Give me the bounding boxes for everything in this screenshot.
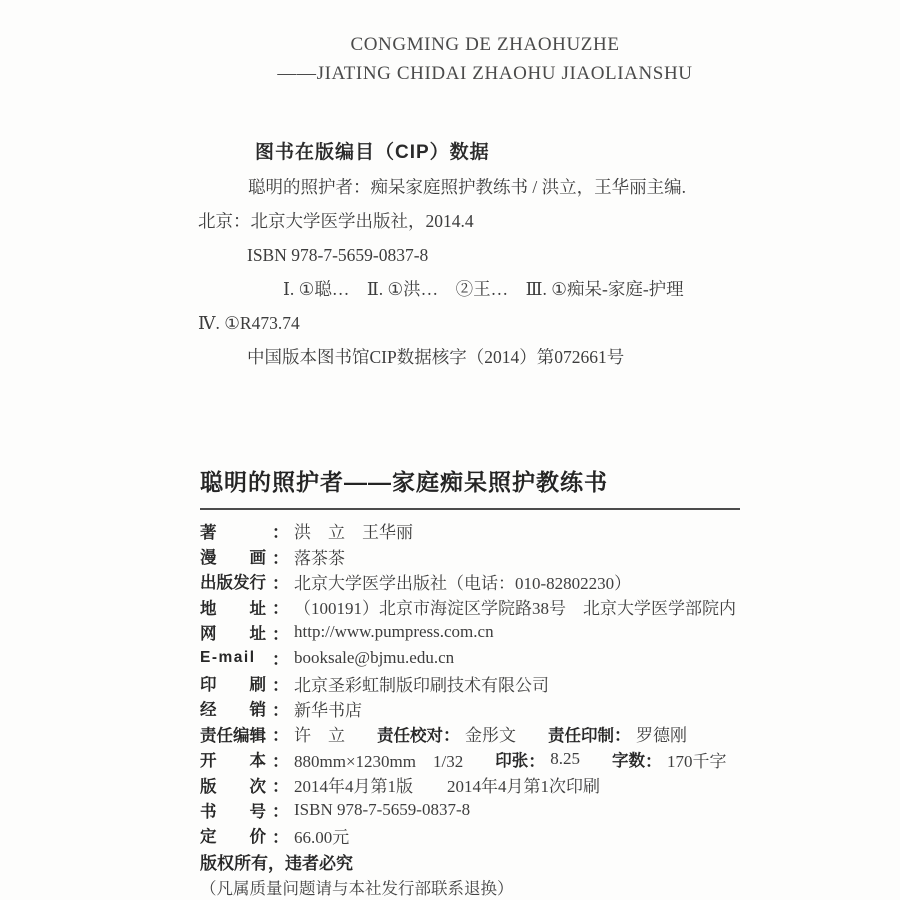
field-label: 开 本 bbox=[200, 752, 266, 771]
field-colon: ： bbox=[272, 751, 289, 771]
colophon-rows bbox=[200, 518, 740, 848]
colophon-row bbox=[200, 569, 740, 594]
colophon-row bbox=[200, 594, 740, 619]
field-value: ISBN 978-7-5659-0837-8 bbox=[294, 799, 471, 819]
field-label: 地 址 bbox=[200, 599, 266, 618]
field-label: 书 号 bbox=[200, 802, 266, 821]
field-label: 责任校对 bbox=[377, 726, 443, 745]
quality-note: （凡属质量问题请与本社发行部联系退换） bbox=[200, 879, 514, 899]
colophon-row bbox=[200, 543, 740, 568]
colophon-row bbox=[200, 721, 740, 746]
cip-line: 北京：北京大学医学出版社，2014.4 bbox=[198, 211, 474, 231]
field-value: 8.25 bbox=[550, 749, 580, 769]
field-label: 印 刷 bbox=[200, 676, 266, 695]
field-label: 出版发行 bbox=[200, 574, 266, 593]
colophon-block bbox=[200, 464, 740, 900]
field-label: 印张 bbox=[495, 752, 529, 771]
field-colon: ： bbox=[272, 624, 289, 644]
field-label: 责任编辑 bbox=[200, 726, 266, 745]
colophon-row bbox=[200, 620, 740, 645]
field-value: （100191）北京市海淀区学院路38号 北京大学医学部院内 bbox=[294, 599, 736, 619]
field-colon: ： bbox=[272, 777, 289, 797]
field-label: E-mail bbox=[200, 648, 256, 666]
field-colon: ： bbox=[272, 802, 289, 822]
colophon-row bbox=[200, 518, 740, 543]
cip-line: ISBN 978-7-5659-0837-8 bbox=[247, 245, 429, 265]
cip-block bbox=[198, 138, 686, 376]
colophon-row bbox=[200, 645, 740, 670]
colophon-row bbox=[200, 772, 740, 797]
field-value: 许 立 bbox=[294, 726, 345, 746]
field-colon: ： bbox=[272, 573, 289, 593]
field-colon: ： bbox=[272, 675, 289, 695]
field-value: 洪 立 王华丽 bbox=[294, 523, 413, 543]
colophon-row bbox=[200, 747, 740, 772]
field-colon: ： bbox=[272, 700, 289, 720]
cip-line: Ⅰ. ①聪… Ⅱ. ①洪… ②王… Ⅲ. ①痴呆-家庭-护理 bbox=[283, 279, 684, 299]
field-value: 罗德刚 bbox=[636, 726, 687, 746]
cip-heading: 图书在版编目（CIP）数据 bbox=[255, 142, 490, 163]
field-colon: ： bbox=[528, 751, 546, 771]
field-label: 责任印制 bbox=[548, 726, 614, 745]
pinyin-title-line1: CONGMING DE ZHAOHUZHE bbox=[350, 34, 620, 55]
book-title: 聪明的照护者——家庭痴呆照护教练书 bbox=[200, 464, 740, 510]
field-label: 字数 bbox=[611, 752, 645, 771]
field-label: 版 次 bbox=[200, 777, 266, 796]
field-value: 落茶茶 bbox=[294, 548, 345, 568]
field-colon: ： bbox=[272, 726, 289, 746]
copyright-notice: 版权所有，违者必究 bbox=[200, 854, 353, 874]
pinyin-title-line2: ——JIATING CHIDAI ZHAOHU JIAOLIANSHU bbox=[277, 63, 693, 84]
colophon-row bbox=[200, 823, 740, 848]
field-value: 66.00元 bbox=[294, 827, 350, 847]
field-value: 170千字 bbox=[666, 751, 727, 771]
field-label: 经 销 bbox=[200, 701, 266, 720]
field-label: 定 价 bbox=[200, 828, 266, 847]
field-value: 新华书店 bbox=[294, 700, 362, 720]
colophon-row bbox=[200, 797, 740, 822]
field-value: 2014年4月第1版 2014年4月第1次印刷 bbox=[294, 777, 600, 797]
field-colon: ： bbox=[614, 726, 631, 746]
field-label: 著 bbox=[200, 523, 217, 542]
field-value: 北京圣彩虹制版印刷技术有限公司 bbox=[294, 675, 549, 695]
field-value: http://www.pumpress.com.cn bbox=[294, 622, 494, 642]
field-value: booksale@bjmu.edu.cn bbox=[294, 647, 455, 667]
field-value: 北京大学医学出版社（电话：010-82802230） bbox=[294, 573, 632, 593]
field-colon: ： bbox=[272, 523, 289, 543]
field-label: 漫 画 bbox=[200, 549, 266, 568]
field-colon: ： bbox=[644, 751, 662, 771]
field-label: 网 址 bbox=[200, 625, 266, 644]
field-colon: ： bbox=[272, 599, 289, 619]
cip-line: 中国版本图书馆CIP数据核字（2014）第072661号 bbox=[247, 347, 625, 367]
colophon-row bbox=[200, 696, 740, 721]
field-colon: ： bbox=[443, 726, 460, 746]
field-colon: ： bbox=[272, 650, 289, 670]
field-colon: ： bbox=[272, 827, 289, 847]
field-colon: ： bbox=[272, 548, 289, 568]
cip-line: Ⅳ. ①R473.74 bbox=[198, 313, 300, 333]
cip-line: 聪明的照护者：痴呆家庭照护教练书 / 洪立，王华丽主编. bbox=[248, 177, 686, 197]
field-value: 880mm×1230mm 1/32 bbox=[294, 751, 464, 771]
field-value: 金彤文 bbox=[465, 726, 516, 746]
pinyin-header bbox=[165, 30, 805, 88]
colophon-row bbox=[200, 670, 740, 695]
